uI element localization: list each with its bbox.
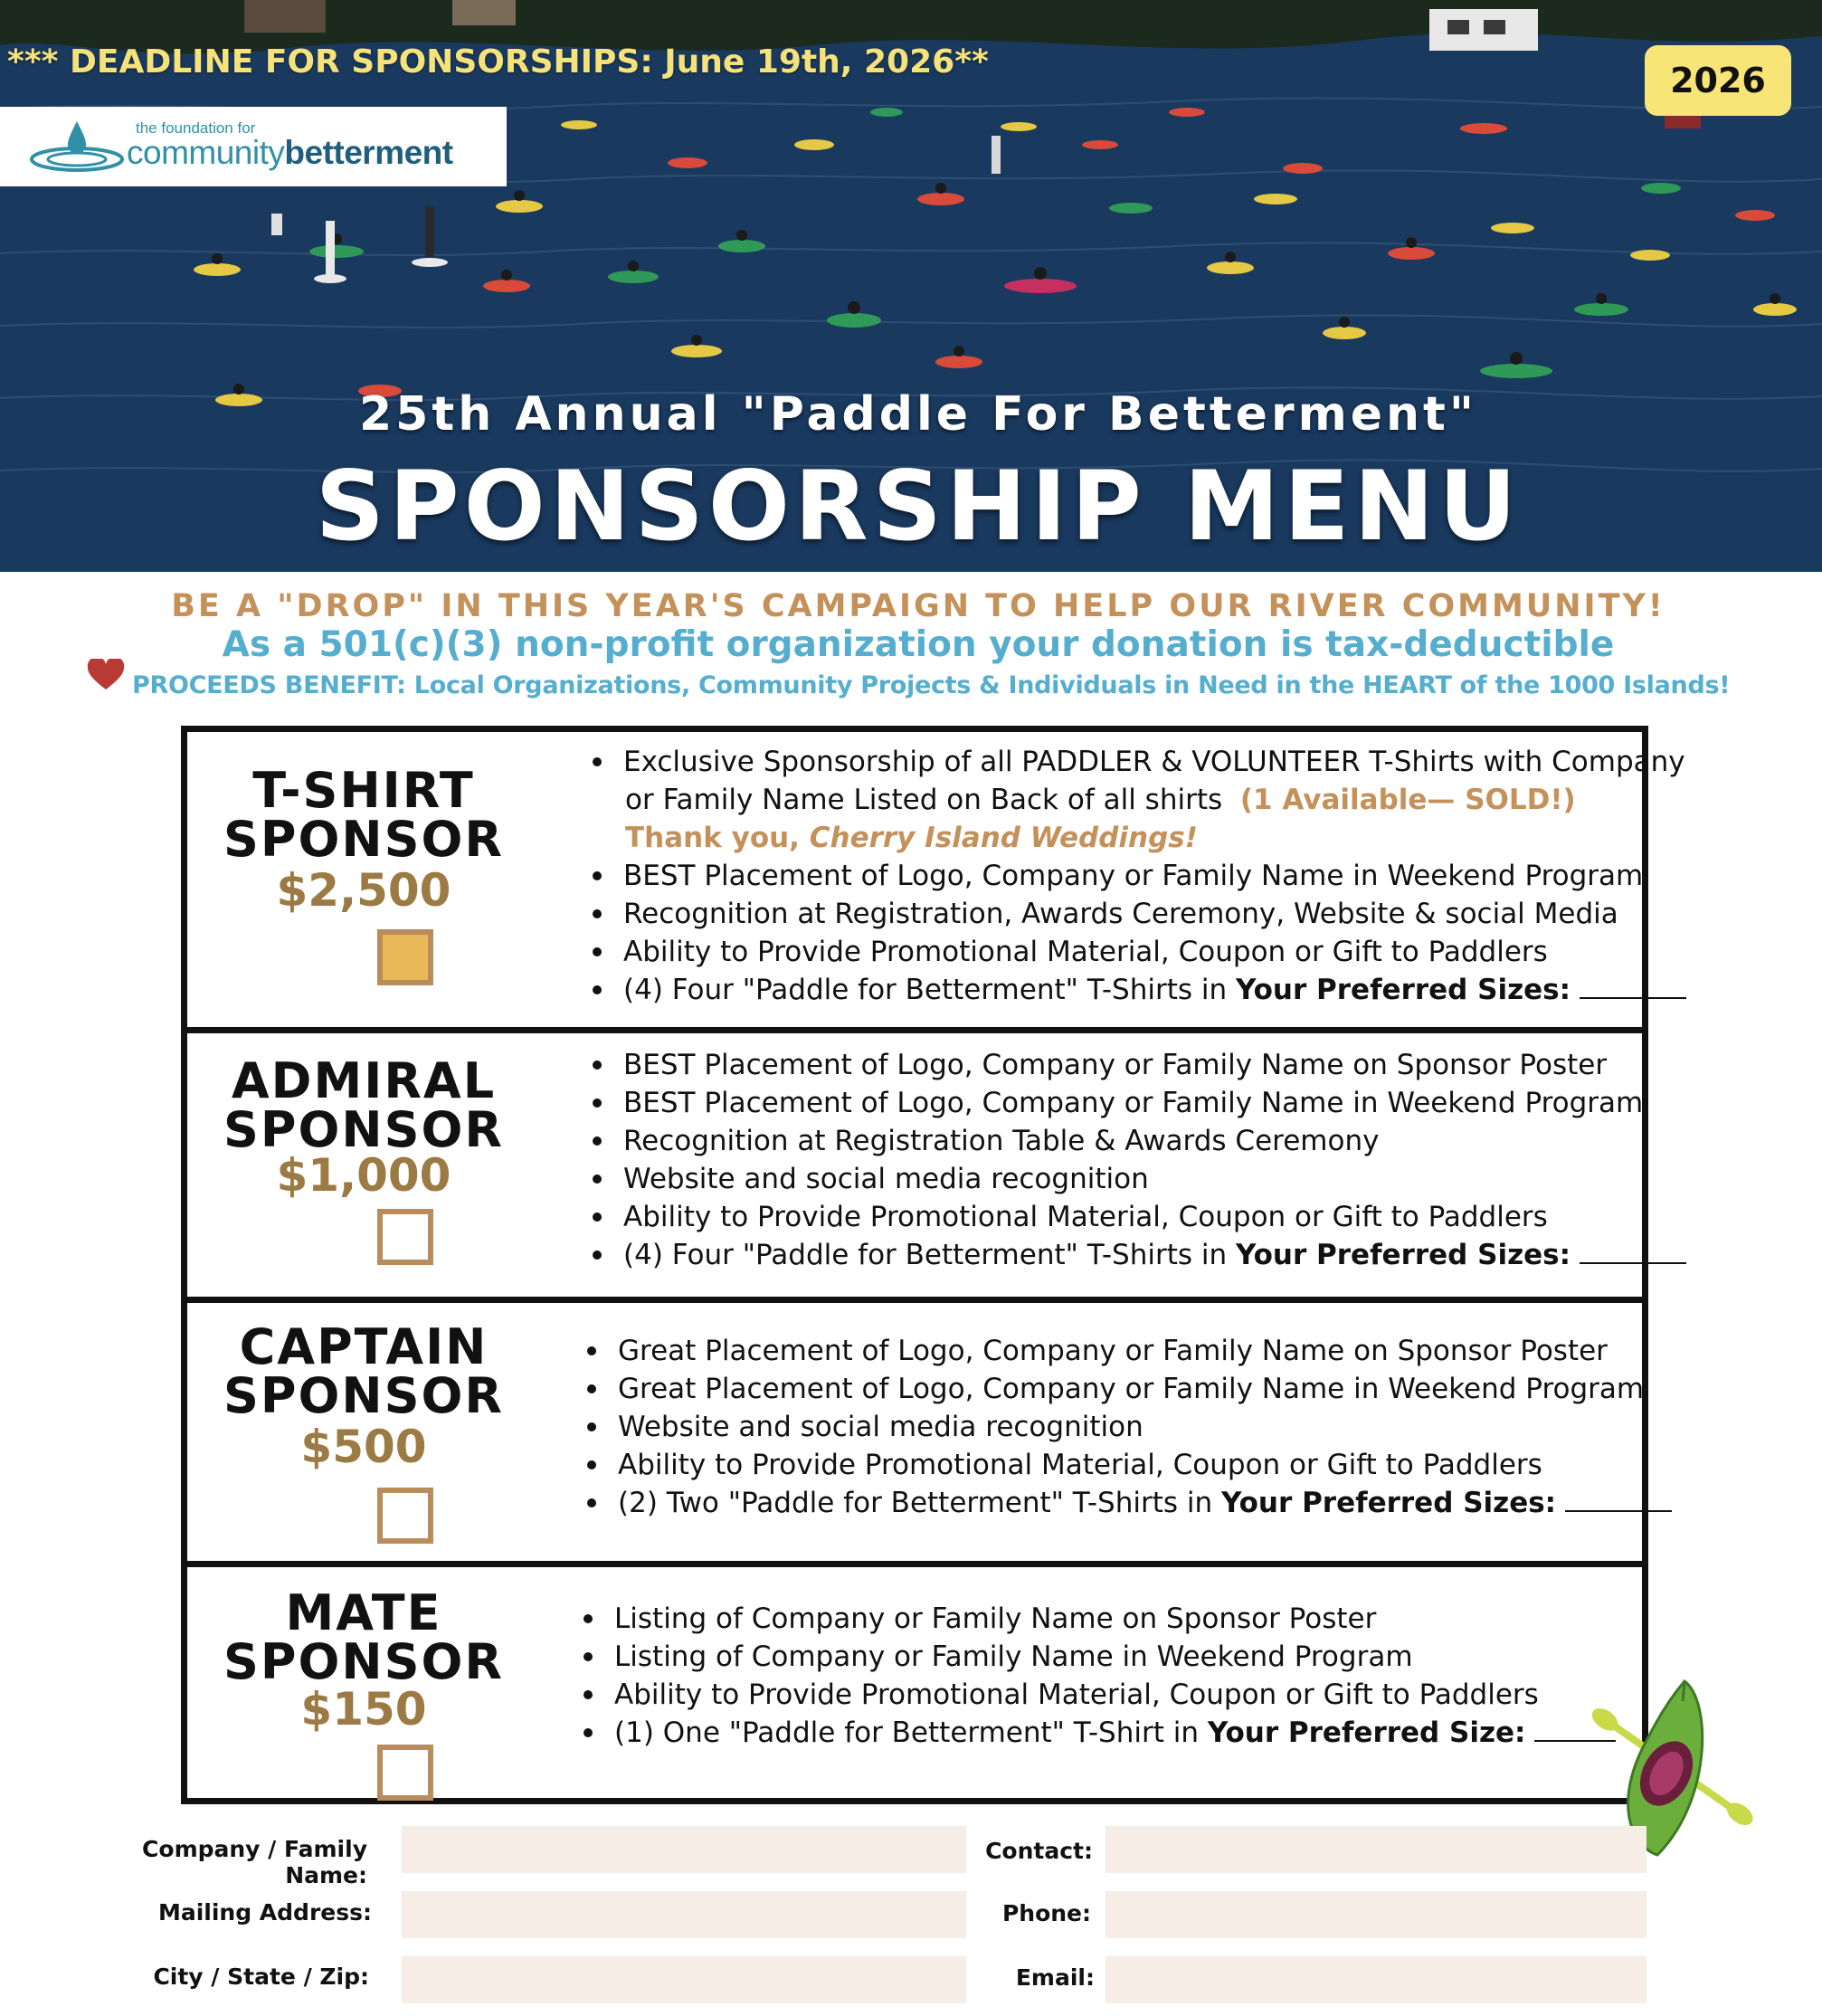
benefit-item: Ability to Provide Promotional Material, Coupon or Gift to Paddlers [585, 933, 1686, 971]
email-field[interactable] [1106, 1956, 1646, 2003]
size-blank[interactable] [1580, 1239, 1686, 1264]
tier-name: MATE SPONSOR [223, 1584, 504, 1690]
benefit-item: Great Placement of Logo, Company or Family Name on Sponsor Poster [580, 1332, 1672, 1370]
tier-name: ADMIRAL SPONSOR [223, 1052, 504, 1158]
benefit-item: Exclusive Sponsorship of all PADDLER & VOLUNTEER T-Shirts with Company [585, 743, 1686, 781]
foundation-logo [0, 107, 507, 186]
benefit-item: Ability to Provide Promotional Material, Coupon or Gift to Paddlers [576, 1676, 1616, 1714]
benefit-item: Ability to Provide Promotional Material, Coupon or Gift to Paddlers [580, 1446, 1672, 1484]
drop-tagline: BE A "DROP" IN THIS YEAR'S CAMPAIGN TO HELP OUR RIVER COMMUNITY! [171, 588, 1665, 624]
benefit-item: BEST Placement of Logo, Company or Family Name on Sponsor Poster [585, 1046, 1686, 1084]
hero-banner [0, 0, 1822, 572]
benefit-item: Listing of Company or Family Name on Sponsor Poster [576, 1600, 1616, 1638]
year-badge: 2026 [1645, 45, 1791, 116]
tier-mate [187, 1561, 1642, 1798]
mate-sponsor-checkbox[interactable] [377, 1745, 433, 1801]
benefit-item: Website and social media recognition [585, 1160, 1686, 1198]
company-name-field[interactable] [402, 1826, 966, 1873]
benefit-item: Great Placement of Logo, Company or Family Name in Weekend Program [580, 1370, 1672, 1408]
city-state-zip-label: City / State / Zip: [153, 1964, 369, 1990]
sponsorship-table [181, 726, 1685, 1804]
benefit-item: Listing of Company or Family Name in Weekend Program [576, 1638, 1616, 1676]
tier-price: $1,000 [276, 1149, 451, 1202]
tier-name: CAPTAIN SPONSOR [223, 1318, 504, 1424]
benefit-item: Recognition at Registration, Awards Ceremony, Website & social Media [585, 895, 1686, 933]
event-subtitle: 25th Annual "Paddle For Betterment" [358, 387, 1478, 442]
benefit-item-continued: or Family Name Listed on Back of all shirts (1 Available— SOLD!) [625, 784, 1576, 816]
city-state-zip-field[interactable] [402, 1956, 966, 2003]
benefit-item: BEST Placement of Logo, Company or Family Name in Weekend Program [585, 857, 1686, 895]
page-title: SPONSORSHIP MENU [315, 451, 1522, 562]
tshirt-sponsor-checkbox[interactable] [377, 929, 433, 985]
tier-price: $150 [300, 1683, 427, 1735]
heart-icon [87, 659, 125, 691]
benefit-item: Recognition at Registration Table & Awards Ceremony [585, 1122, 1686, 1160]
proceeds-note: PROCEEDS BENEFIT: Local Organizations, Community Projects & Individuals in Need in the HEART of the 1000 Islands! [132, 671, 1731, 699]
tier-name: T-SHIRT SPONSOR [223, 762, 504, 868]
captain-sponsor-checkbox[interactable] [377, 1488, 433, 1544]
benefit-item: (1) One "Paddle for Betterment" T-Shirt in Your Preferred Size: [576, 1714, 1616, 1752]
benefit-item: (2) Two "Paddle for Betterment" T-Shirts in Your Preferred Sizes: [580, 1484, 1672, 1522]
size-blank[interactable] [1580, 974, 1686, 999]
sold-status: (1 Available— SOLD!) [1239, 784, 1576, 816]
tier-admiral [187, 1027, 1642, 1297]
contact-label: Contact: [985, 1838, 1093, 1864]
water-drop-icon [27, 119, 127, 176]
email-label: Email: [1015, 1964, 1095, 1991]
contact-field[interactable] [1106, 1826, 1646, 1873]
tier-benefits [585, 743, 1686, 1009]
phone-field[interactable] [1106, 1891, 1646, 1938]
tier-benefits [580, 1332, 1672, 1522]
benefit-item: BEST Placement of Logo, Company or Family Name in Weekend Program [585, 1084, 1686, 1122]
tier-price: $2,500 [276, 864, 451, 917]
phone-label: Phone: [1001, 1900, 1091, 1926]
logo-tagline: the foundation for [136, 119, 256, 137]
tier-price: $500 [300, 1421, 427, 1473]
benefit-item: (4) Four "Paddle for Betterment" T-Shirts in Your Preferred Sizes: [585, 1236, 1686, 1274]
tier-benefits [585, 1046, 1686, 1274]
tier-captain [187, 1297, 1645, 1561]
size-blank[interactable] [1565, 1487, 1672, 1512]
mailing-address-field[interactable] [402, 1891, 966, 1938]
deadline-notice: *** DEADLINE FOR SPONSORSHIPS: June 19th, 2026** [7, 43, 989, 81]
benefit-item: (4) Four "Paddle for Betterment" T-Shirts in Your Preferred Sizes: [585, 971, 1686, 1009]
benefit-item: Ability to Provide Promotional Material, Coupon or Gift to Paddlers [585, 1198, 1686, 1236]
logo-wordmark: communitybetterment [127, 134, 453, 171]
admiral-sponsor-checkbox[interactable] [377, 1209, 433, 1265]
thank-you-note: Thank you, Cherry Island Weddings! [625, 822, 1198, 854]
address-label: Mailing Address: [157, 1899, 372, 1926]
tier-tshirt [187, 732, 1685, 1027]
tax-deductible-note: As a 501(c)(3) non-profit organization your donation is tax-deductible [222, 624, 1615, 665]
tier-benefits [576, 1600, 1616, 1752]
benefit-item: Website and social media recognition [580, 1408, 1672, 1446]
company-label: Company / Family Name: [142, 1836, 367, 1888]
